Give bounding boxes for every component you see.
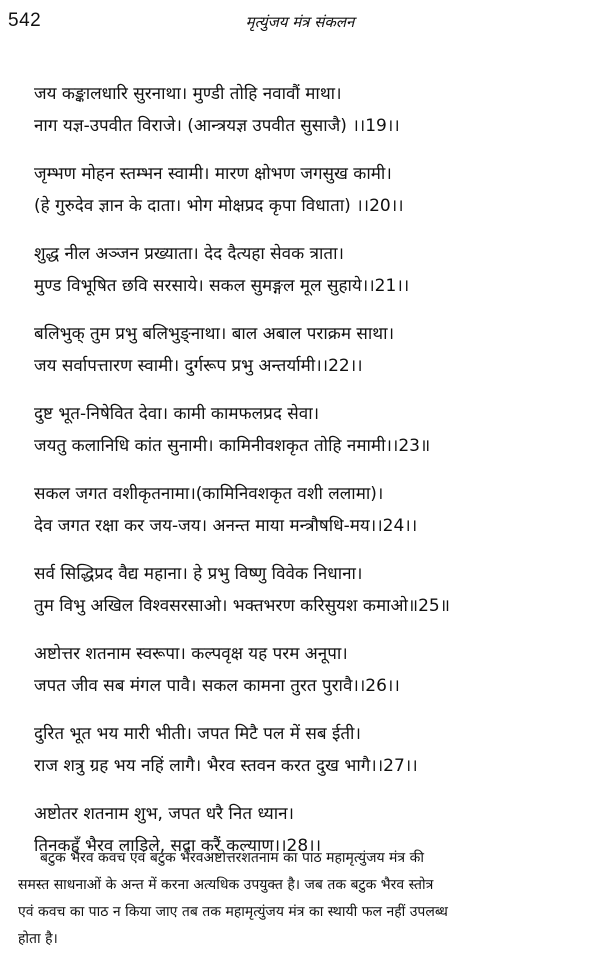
verse-line: सकल जगत वशीकृतनामा।(कामिनिवशकृत वशी ललामा)। bbox=[34, 484, 384, 504]
verse-block bbox=[34, 78, 594, 878]
verse-line: जपत जीव सब मंगल पावै। सकल कामना तुरत पुरावै।।26।। bbox=[34, 676, 400, 696]
note-line: होता है। bbox=[18, 931, 58, 947]
verse-line: दुष्ट भूत-निषेवित देवा। कामी कामफलप्रद सेवा। bbox=[34, 404, 320, 424]
stanza-20 bbox=[34, 158, 594, 222]
explanatory-note bbox=[18, 845, 586, 953]
verse-line: सर्व सिद्धिप्रद वैद्य महाना। हे प्रभु विष्णु विवेक निधाना। bbox=[34, 564, 363, 584]
verse-line: तुम विभु अखिल विश्वसरसाओ। भक्तभरण करिसुयश कमाओ॥25॥ bbox=[34, 596, 450, 616]
stanza-22 bbox=[34, 318, 594, 382]
verse-line: अष्टोत्तर शतनाम स्वरूपा। कल्पवृक्ष यह परम अनूपा। bbox=[34, 644, 348, 664]
verse-line: दुरित भूत भय मारी भीती। जपत मिटै पल में सब ईती। bbox=[34, 724, 361, 744]
verse-line: (हे गुरुदेव ज्ञान के दाता। भोग मोक्षप्रद कृपा विधाता) ।।20।। bbox=[34, 196, 404, 216]
running-title: मृत्युंजय मंत्र संकलन bbox=[245, 13, 355, 31]
verse-line: जृम्भण मोहन स्तम्भन स्वामी। मारण क्षोभण जगसुख कामी। bbox=[34, 164, 392, 184]
verse-line: जय कङ्कालधारि सुरनाथा। मुण्डी तोहि नवावौं माथा। bbox=[34, 84, 342, 104]
note-line: एवं कवच का पाठ न किया जाए तब तक महामृत्युंजय मंत्र का स्थायी फल नहीं उपलब्ध bbox=[18, 904, 448, 920]
stanza-24 bbox=[34, 478, 594, 542]
note-line: समस्त साधनाओं के अन्त में करना अत्यधिक उपयुक्त है। जब तक बटुक भैरव स्तोत्र bbox=[18, 877, 434, 893]
stanza-23 bbox=[34, 398, 594, 462]
verse-line: मुण्ड विभूषित छवि सरसाये। सकल सुमङ्गल मूल सुहाये।।21।। bbox=[34, 276, 410, 296]
verse-line: तिनकहँ भैरव लाडिले, सदा करैं कल्याण।।28।। bbox=[34, 836, 322, 856]
verse-line: बलिभुक् तुम प्रभु बलिभुङ्नाथा। बाल अबाल पराक्रम साथा। bbox=[34, 324, 395, 344]
note-line: बटुक भैरव कवच एवं बटुक भैरवअष्टोत्तरशतनाम का पाठ महामृत्युंजय मंत्र की bbox=[40, 850, 424, 866]
verse-line: देव जगत रक्षा कर जय-जय। अनन्त माया मन्त्रौषधि-मय।।24।। bbox=[34, 516, 418, 536]
stanza-26 bbox=[34, 638, 594, 702]
stanza-19 bbox=[34, 78, 594, 142]
stanza-21 bbox=[34, 238, 594, 302]
verse-line: जय सर्वापत्तारण स्वामी। दुर्गरूप प्रभु अन्तर्यामी।।22।। bbox=[34, 356, 363, 376]
stanza-27 bbox=[34, 718, 594, 782]
stanza-25 bbox=[34, 558, 594, 622]
verse-line: राज शत्रु ग्रह भय नहिं लागै। भैरव स्तवन करत दुख भागै।।27।। bbox=[34, 756, 418, 776]
verse-line: शुद्ध नील अञ्जन प्रख्याता। देद दैत्यहा सेवक त्राता। bbox=[34, 244, 344, 264]
verse-line: नाग यज्ञ-उपवीत विराजे। (आन्त्रयज्ञ उपवीत सुसाजै) ।।19।। bbox=[34, 116, 400, 136]
verse-line: अष्टोतर शतनाम शुभ, जपत धरै नित ध्यान। bbox=[34, 804, 294, 824]
page-number: 542 bbox=[8, 10, 42, 31]
verse-line: जयतु कलानिधि कांत सुनामी। कामिनीवशकृत तोहि नमामी।।23॥ bbox=[34, 436, 431, 456]
